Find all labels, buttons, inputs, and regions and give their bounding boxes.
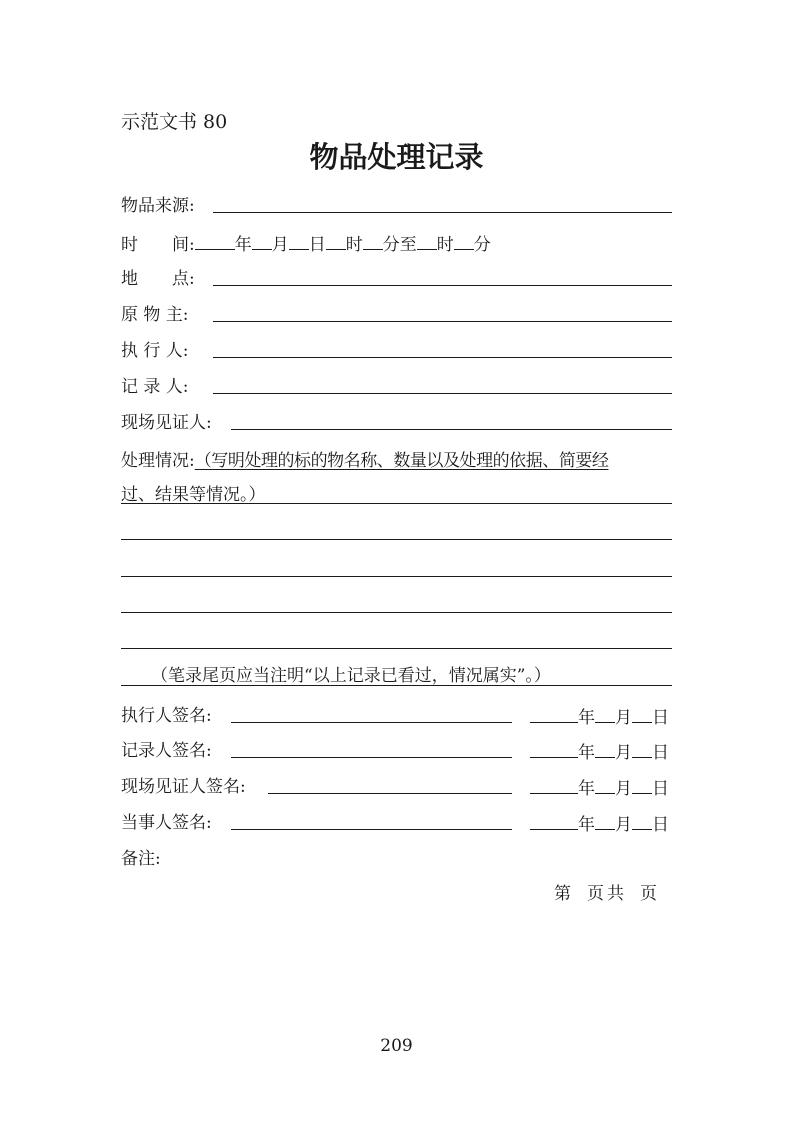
hour2-blank[interactable] [417,233,437,250]
doc-number: 示范文书 80 [121,111,228,133]
page-count-ye1: 页 [587,884,604,904]
signature-party-label: 当事人签名: [121,813,212,833]
place-label: 地 点: [121,269,195,289]
note-line [121,685,672,686]
signature-witness-date [530,777,669,799]
recorder-label: 记 录 人: [121,377,189,397]
minute2-blank[interactable] [454,233,474,250]
handling-label: 处理情况: [121,451,195,471]
page-count-di: 第 [554,884,571,904]
hour2-unit: 时 [436,235,454,255]
date-year-unit: 年 [578,743,595,763]
owner-label: 原 物 主: [121,305,189,325]
date-day-blank[interactable] [632,741,652,758]
date-year-blank[interactable] [530,706,578,723]
date-month-unit: 月 [615,743,632,763]
hour-blank[interactable] [326,233,346,250]
source-line[interactable] [213,212,672,213]
date-day-unit: 日 [652,779,669,799]
page-number: 209 [380,1036,413,1056]
witness-line[interactable] [231,429,672,430]
date-month-unit: 月 [615,815,632,835]
owner-line[interactable] [213,321,672,322]
date-day-blank[interactable] [632,813,652,830]
date-year-blank[interactable] [530,741,578,758]
date-month-unit: 月 [615,708,632,728]
date-year-unit: 年 [578,815,595,835]
date-day-unit: 日 [652,708,669,728]
signature-recorder-date [530,741,669,763]
month-blank[interactable] [252,233,272,250]
to-unit: 分至 [382,235,417,255]
time-row [121,233,491,255]
date-month-unit: 月 [615,779,632,799]
executor-label: 执 行 人: [121,341,189,361]
place-line[interactable] [213,285,672,286]
handling-line-5[interactable] [121,612,672,613]
minute2-unit: 分 [473,235,491,255]
page-title: 物品处理记录 [309,140,484,174]
year-blank[interactable] [195,233,235,250]
signature-recorder-line[interactable] [231,757,512,758]
month-unit: 月 [271,235,289,255]
date-month-blank[interactable] [595,706,615,723]
date-month-blank[interactable] [595,813,615,830]
day-unit: 日 [308,235,326,255]
time-label: 时 间: [121,235,195,255]
signature-witness-label: 现场见证人签名: [121,777,246,797]
signature-recorder-label: 记录人签名: [121,741,212,761]
year-unit: 年 [234,235,252,255]
hour-unit: 时 [345,235,363,255]
minute-blank[interactable] [363,233,383,250]
remarks-label: 备注: [121,849,161,869]
day-blank[interactable] [289,233,309,250]
date-day-blank[interactable] [632,706,652,723]
page-count [554,884,657,904]
recorder-line[interactable] [213,393,672,394]
date-day-unit: 日 [652,743,669,763]
source-label: 物品来源: [121,196,195,216]
date-year-blank[interactable] [530,813,578,830]
handling-line-6[interactable] [121,648,672,649]
signature-executor-line[interactable] [231,722,512,723]
page-count-gong: 共 [607,884,624,904]
date-month-blank[interactable] [595,777,615,794]
witness-label: 现场见证人: [121,413,212,433]
executor-line[interactable] [213,357,672,358]
handling-hint-2: 过、结果等情况。） [121,485,266,505]
signature-party-line[interactable] [231,829,512,830]
date-month-blank[interactable] [595,741,615,758]
page-count-ye2: 页 [640,884,657,904]
signature-witness-line[interactable] [268,793,512,794]
handling-line-3[interactable] [121,539,672,540]
signature-party-date [530,813,669,835]
date-day-blank[interactable] [632,777,652,794]
handling-line-4[interactable] [121,576,672,577]
handling-line-2[interactable] [121,503,672,504]
date-year-blank[interactable] [530,777,578,794]
handling-hint-1: （写明处理的标的物名称、数量以及处理的依据、简要经 [194,451,609,471]
signature-executor-label: 执行人签名: [121,706,212,726]
note-text: （笔录尾页应当注明“以上记录已看过，情况属实”。） [151,666,551,686]
handling-row-1 [121,451,608,471]
date-day-unit: 日 [652,815,669,835]
date-year-unit: 年 [578,708,595,728]
signature-executor-date [530,706,669,728]
date-year-unit: 年 [578,779,595,799]
